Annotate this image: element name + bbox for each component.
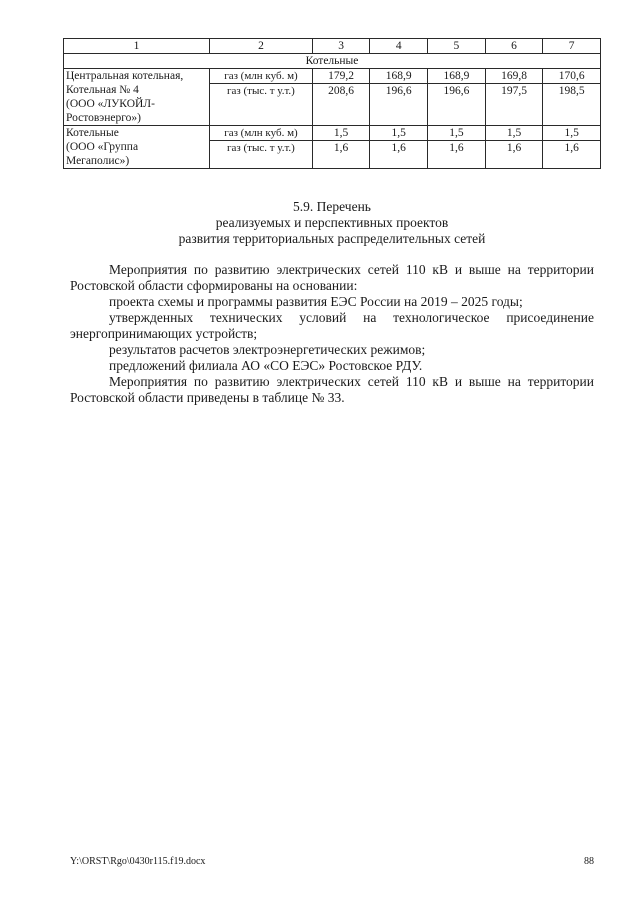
row-name-line: Центральная котельная,: [66, 70, 184, 82]
row-name: [64, 126, 210, 169]
value-cell: 168,9: [428, 69, 486, 84]
section-heading-line: реализуемых и перспективных проектов: [215, 215, 449, 230]
col-header: 4: [370, 39, 428, 54]
unit-cell: газ (млн куб. м): [210, 69, 313, 84]
col-header: 7: [543, 39, 601, 54]
value-cell: 198,5: [543, 84, 601, 126]
footer-file-path: Y:\ORST\Rgo\0430r115.f19.docx: [70, 856, 206, 867]
body-paragraph: Мероприятия по развитию электрических сетей 110 кВ и выше на территории Ростовской области приведены в таблице № 33.: [70, 374, 594, 405]
section-title: Котельные: [64, 54, 601, 69]
value-cell: 179,2: [312, 69, 370, 84]
table-header-row: [64, 39, 601, 54]
table-row: [64, 69, 601, 84]
value-cell: 170,6: [543, 69, 601, 84]
value-cell: 1,6: [370, 141, 428, 169]
row-name-line: (ООО «ЛУКОЙЛ-: [66, 98, 155, 110]
body-paragraph: результатов расчетов электроэнергетических режимов;: [109, 342, 426, 357]
value-cell: 196,6: [428, 84, 486, 126]
value-cell: 1,6: [312, 141, 370, 169]
value-cell: 1,5: [428, 126, 486, 141]
row-name-line: Ростовэнерго»): [66, 112, 142, 124]
row-name-line: Котельная № 4: [66, 84, 139, 96]
value-cell: 1,5: [312, 126, 370, 141]
value-cell: 1,5: [370, 126, 428, 141]
body-paragraph: Мероприятия по развитию электрических сетей 110 кВ и выше на территории Ростовской области сформированы на основании:: [70, 262, 594, 293]
table-row: [64, 126, 601, 141]
row-name: [64, 69, 210, 126]
value-cell: 197,5: [485, 84, 543, 126]
col-header: 3: [312, 39, 370, 54]
body-paragraph: утвержденных технических условий на технологическое присоединение энергопринимающих устройств;: [70, 310, 594, 341]
section-heading-number: 5.9. Перечень: [293, 199, 371, 214]
value-cell: 1,6: [485, 141, 543, 169]
value-cell: 208,6: [312, 84, 370, 126]
col-header: 2: [210, 39, 313, 54]
fuel-table: [63, 38, 601, 169]
value-cell: 169,8: [485, 69, 543, 84]
section-heading-line: развития территориальных распределительных сетей: [178, 231, 486, 246]
unit-cell: газ (тыс. т у.т.): [210, 141, 313, 169]
unit-cell: газ (тыс. т у.т.): [210, 84, 313, 126]
row-name-line: Котельные: [66, 127, 119, 139]
value-cell: 1,6: [543, 141, 601, 169]
value-cell: 1,5: [543, 126, 601, 141]
col-header: 6: [485, 39, 543, 54]
body-paragraph: проекта схемы и программы развития ЕЭС России на 2019 – 2025 годы;: [109, 294, 523, 309]
row-name-line: (ООО «Группа: [66, 141, 139, 153]
unit-cell: газ (млн куб. м): [210, 126, 313, 141]
value-cell: 168,9: [370, 69, 428, 84]
section-row: [64, 54, 601, 69]
value-cell: 196,6: [370, 84, 428, 126]
row-name-line: Мегаполис»): [66, 155, 130, 167]
page-number: 88: [584, 856, 594, 867]
col-header: 1: [64, 39, 210, 54]
value-cell: 1,5: [485, 126, 543, 141]
value-cell: 1,6: [428, 141, 486, 169]
body-paragraph: предложений филиала АО «СО ЕЭС» Ростовское РДУ.: [109, 358, 423, 373]
col-header: 5: [428, 39, 486, 54]
